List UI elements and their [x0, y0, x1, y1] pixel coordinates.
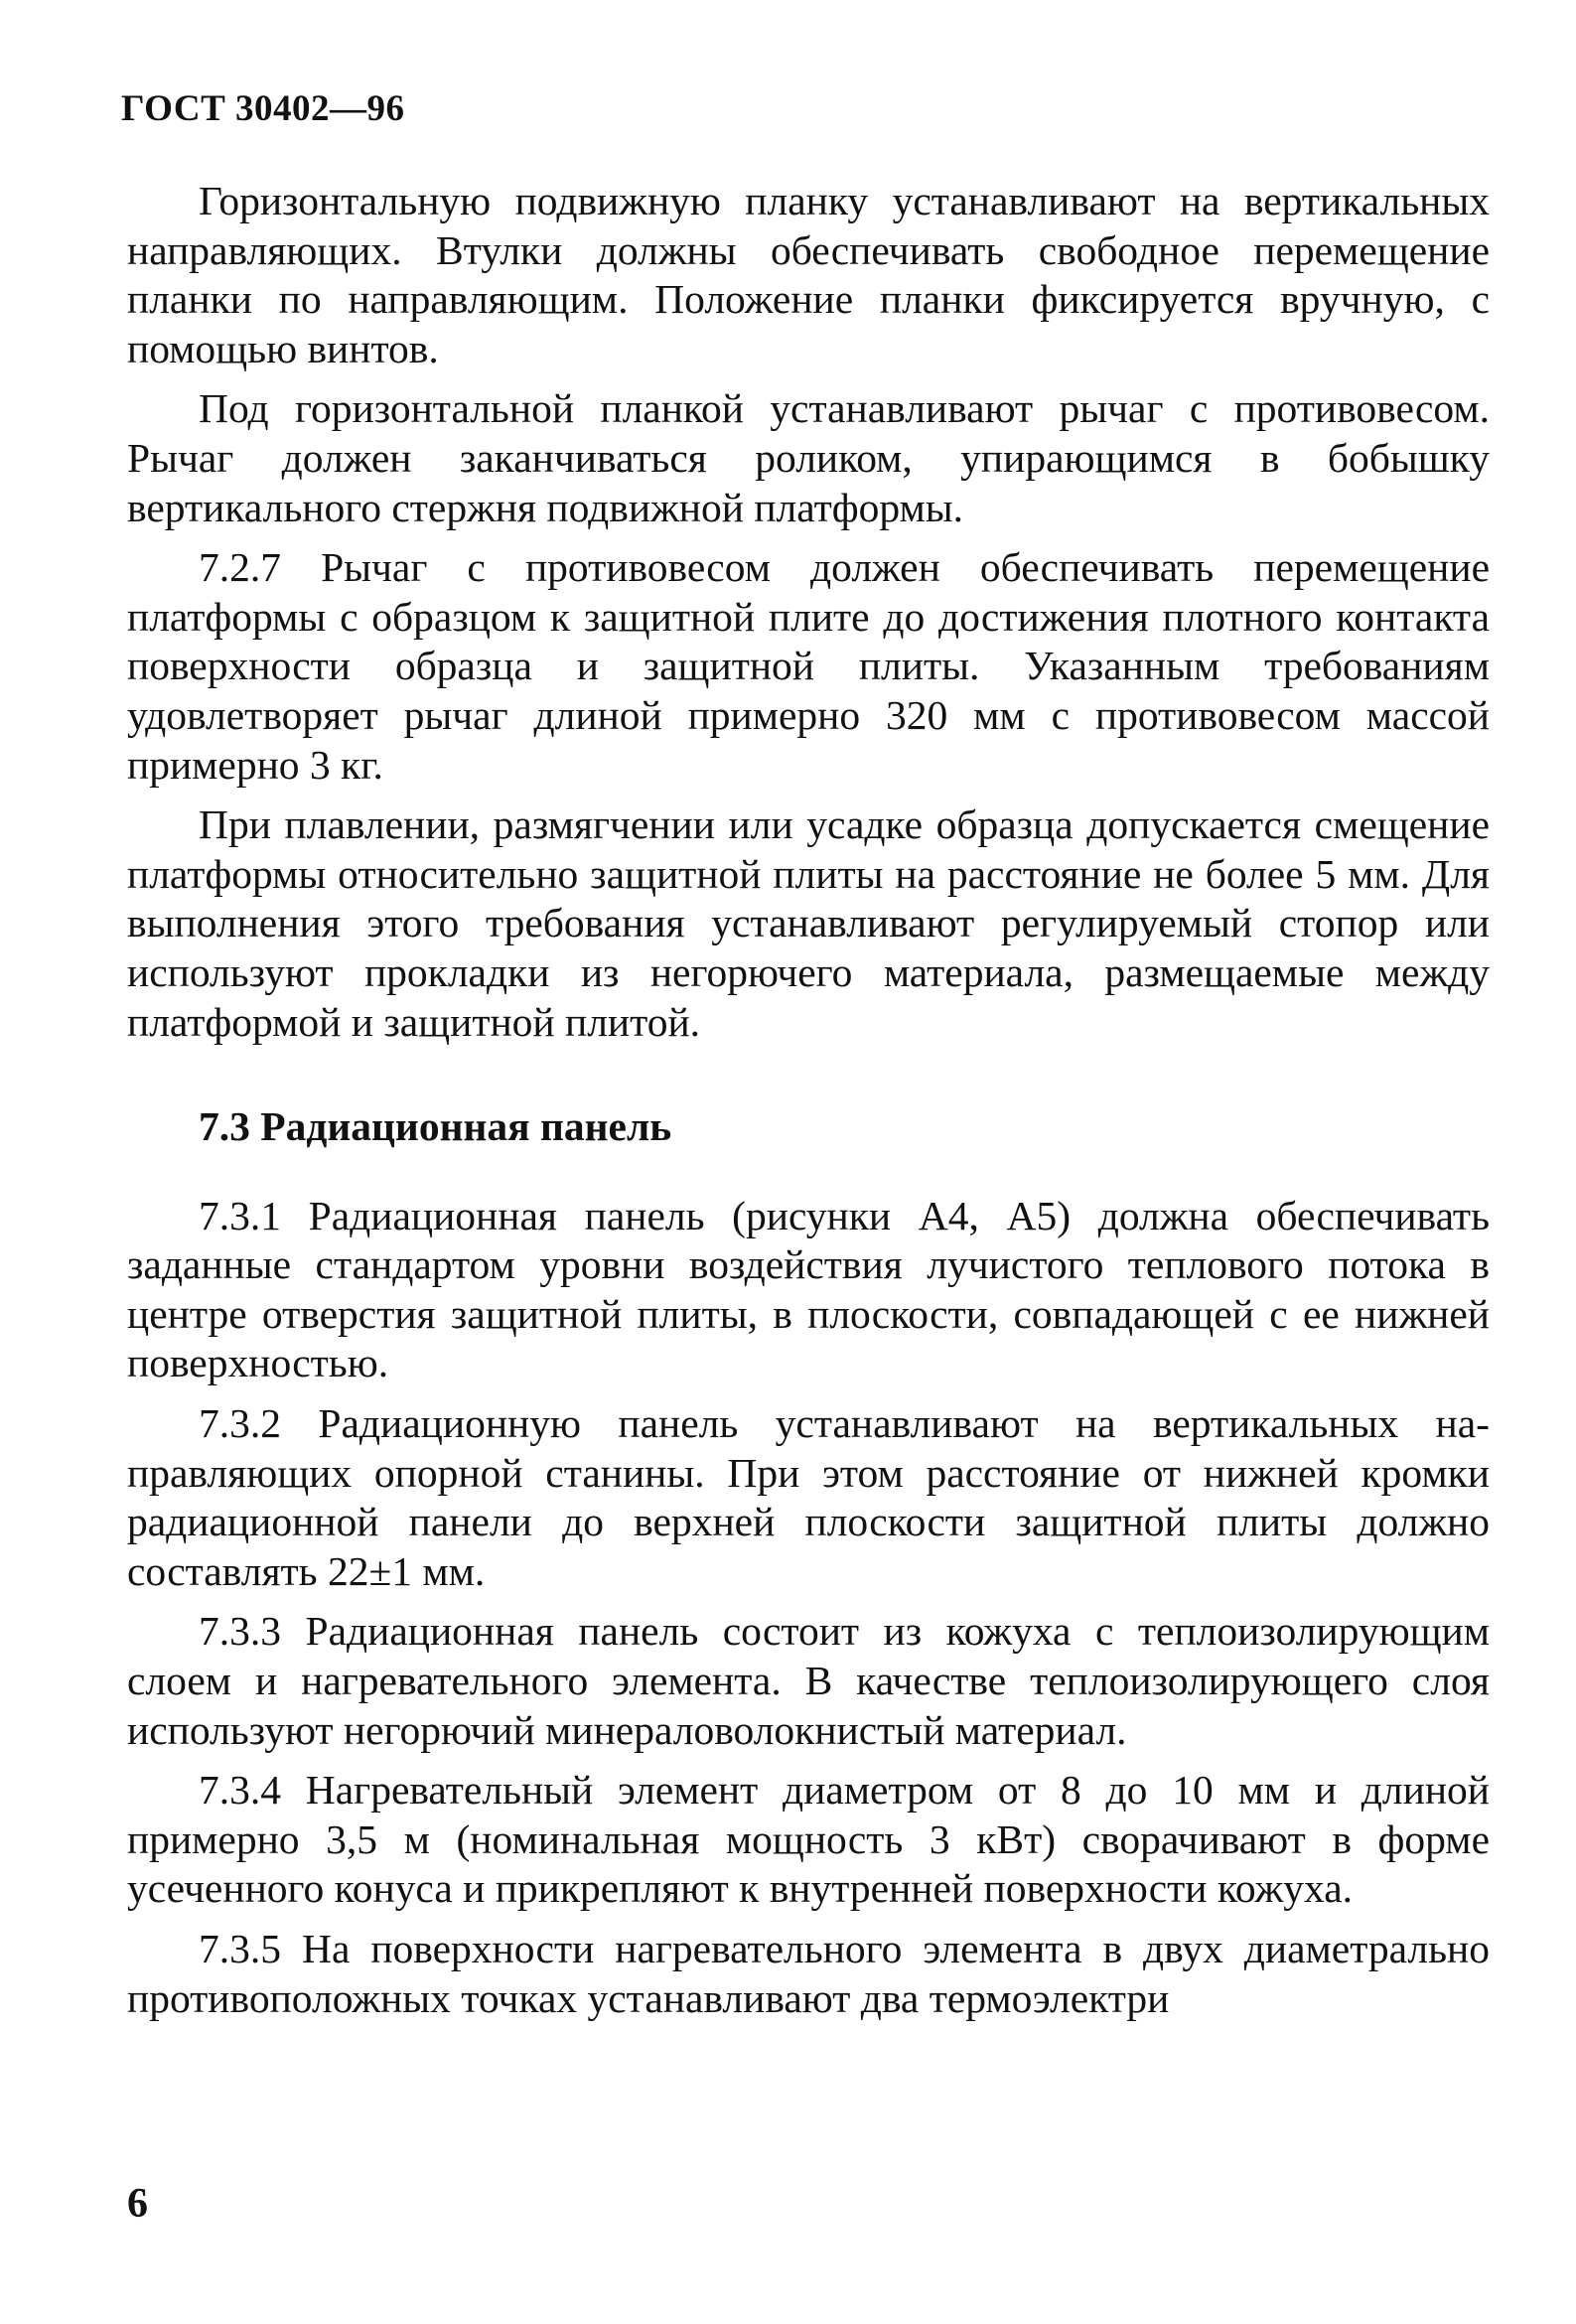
- paragraph-7-3-4: 7.3.4 Нагревательный элемент диаметром от 8 до 10 мм и длиной примерно 3,5 м (номинальная мощность 3 кВт) сворачивают в форме усеченного конуса и прикрепляют к внутренней поверхности кожуха.: [127, 1767, 1490, 1912]
- standard-header: ГОСТ 30402—96: [121, 88, 405, 129]
- paragraph-melting-displacement: При плавлении, размягчении или усадке образца допускается смещение платформы относительно защитной плиты на расстояние не более 5 мм. Для выполнения этого требования устанавливают регулируемый стопор или используют прокладки из негорючего материала, размещаемые между платформой и защитной плитой.: [127, 801, 1490, 1045]
- document-body: [127, 177, 1490, 2023]
- paragraph-7-3-2: 7.3.2 Радиационную панель устанавливают на вертикальных направляющих опорной станины. При этом расстояние от нижней кромки радиационной панели до верхней плоскости защитной плиты должно составлять 22±1 мм.: [127, 1400, 1490, 1594]
- section-heading-7-3: 7.3 Радиационная панель: [199, 1103, 672, 1150]
- paragraph-7-2-7: 7.2.7 Рычаг с противовесом должен обеспечивать перемещение платформы с образцом к защитной плите до достижения плотного контакта поверхности образца и защитной плиты. Указанным требованиям удовлетворяет рычаг длиной примерно 320 мм с противовесом массой примерно 3 кг.: [127, 544, 1490, 788]
- paragraph-7-3-1: 7.3.1 Радиационная панель (рисунки А4, А5) должна обеспечивать заданные стандартом уровни воздействия лучистого теплового потока в центре отверстия защитной плиты, в плоскости, совпадающей с ее нижней поверхностью.: [127, 1192, 1490, 1386]
- paragraph-horizontal-bar: Горизонтальную подвижную планку устанавливают на вертикальных направляющих. Втулки должны обеспечивать свободное перемещение планки по направляющим. Положение планки фиксируется вручную, с помощью винтов.: [127, 178, 1490, 371]
- paragraph-lever-counterweight: Под горизонтальной планкой устанавливают рычаг с противовесом. Рычаг должен заканчиваться роликом, упирающимся в бобышку вертикального стержня подвижной платформы.: [127, 385, 1490, 530]
- paragraph-7-3-3: 7.3.3 Радиационная панель состоит из кожуха с теплоизолирующим слоем и нагревательного элемента. В качестве теплоизолирующего слоя используют негорючий минераловолокнистый материал.: [127, 1608, 1490, 1753]
- page-number: 6: [127, 2181, 148, 2227]
- paragraph-7-3-5: 7.3.5 На поверхности нагревательного элемента в двух диаметрально противоположных точках устанавливают два термоэлектри: [127, 1926, 1490, 2021]
